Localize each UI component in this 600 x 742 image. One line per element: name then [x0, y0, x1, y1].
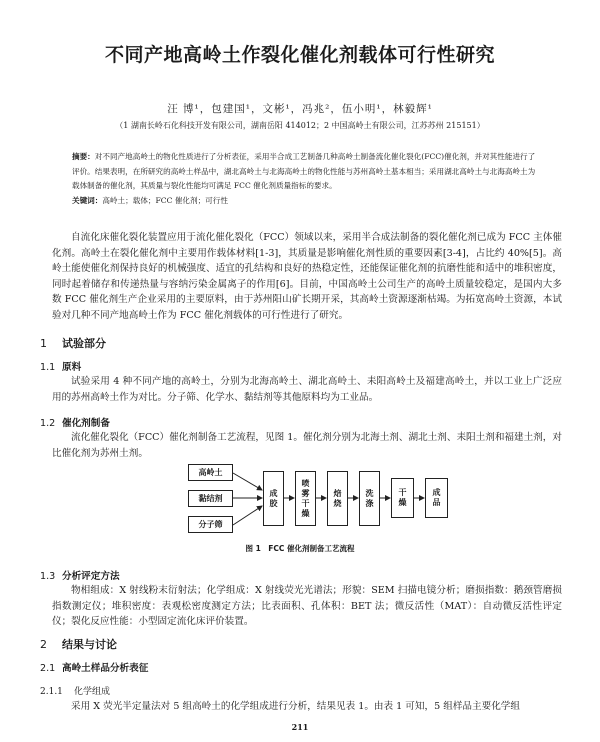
section-1-3-heading — [40, 568, 120, 582]
paper-title: 不同产地高岭土作裂化催化剂载体可行性研究 — [104, 44, 495, 66]
page-number: 211 — [291, 722, 309, 732]
flow-input-binder: 黏结剂 — [188, 490, 233, 507]
paragraph-1-3: 物相组成：X 射线粉末衍射法；化学组成：X 射线荧光光谱法；形貌：SEM 扫描电镜分析；磨损指数：鹅颈管磨损指数测定仪；堆积密度：表观松密度测定方法；比表面积、孔体积：BET 法；微反活性（MAT）：自动微反活性评定仪；裂化反应性能：小型固定流化床评价装置。 — [52, 585, 562, 627]
affiliation: （1 湖南长岭石化科技开发有限公司，湖南岳阳 414012；2 中国高岭土有限公司，江苏苏州 215151） — [115, 121, 485, 130]
abstract-label: 摘要： — [72, 152, 95, 161]
figure-caption: 图 1 FCC 催化剂制备工艺流程 — [245, 544, 355, 553]
section-number: 1 — [40, 337, 47, 350]
intro-paragraph: 自流化床催化裂化装置应用于流化催化裂化（FCC）领域以来，采用半合成法制备的裂化催化剂已成为 FCC 主体催化剂。高岭土在裂化催化剂中主要用作载体材料[1-3]，其质量是影响催化剂性质的重要因素[3-4]，占比约 40%[5]。高岭土能使催化剂保持良好的机械强度、适宜的孔结构和良好的热稳定性，还能保证催化剂的抗磨性能和适中的堆积密度，同时起着储存和传递热量与容纳污染金属离子的作用[6]。目前，中国高岭土公司生产的高岭土质量较稳定，是国内大多数 FCC 催化剂生产企业采用的主要原料，由于苏州阳山矿长期开采，其高岭土资源逐渐枯竭。为拓宽高岭土资源，本试验对几种不同产地高岭土作为 FCC 催化剂载体的可行性进行了研究。 — [52, 232, 562, 321]
section-title: 结果与讨论 — [62, 638, 117, 651]
section-number: 1.1 — [40, 362, 56, 373]
section-title: 催化剂制备 — [62, 418, 110, 429]
section-number: 2 — [40, 638, 47, 651]
section-2-1-1-heading — [40, 684, 110, 697]
flow-input-kaolin: 高岭土 — [188, 464, 233, 481]
flow-step-drying: 干燥 — [391, 478, 414, 518]
section-title: 高岭土样品分析表征 — [62, 663, 149, 674]
arrow — [233, 473, 262, 490]
section-number: 1.2 — [40, 418, 56, 429]
flow-step-gelation: 成胶 — [263, 471, 284, 526]
section-2-heading — [40, 636, 117, 652]
author-list: 汪 博¹，包建国¹，文彬¹，冯兆²，伍小明¹，林毅辉¹ — [167, 103, 433, 115]
flow-step-calcination: 焙烧 — [327, 471, 348, 526]
flow-step-product: 成品 — [425, 478, 448, 518]
paragraph-1-2: 流化催化裂化（FCC）催化剂制备工艺流程，见图 1。催化剂分别为北海土剂、湖北土剂、耒阳土剂和福建土剂，对比催化剂为苏州土剂。 — [52, 432, 562, 459]
section-2-1-heading — [40, 660, 148, 674]
flow-input-molecular-sieve: 分子筛 — [188, 516, 233, 533]
section-number: 2.1.1 — [40, 687, 63, 697]
section-title: 原料 — [62, 362, 82, 373]
flow-step-spray-drying: 喷雾干燥 — [295, 471, 316, 526]
section-title: 分析评定方法 — [62, 571, 120, 582]
keywords-text: 高岭土；载体；FCC 催化剂；可行性 — [102, 195, 228, 205]
flow-step-washing: 洗涤 — [359, 471, 380, 526]
section-number: 2.1 — [40, 663, 56, 674]
section-title: 化学组成 — [74, 687, 111, 697]
keywords-label: 关键词： — [72, 195, 103, 205]
arrow — [233, 506, 262, 525]
section-number: 1.3 — [40, 571, 56, 582]
paragraph-2-1-1: 采用 X 荧光半定量法对 5 组高岭土的化学组成进行分析，结果见表 1。由表 1 可知，5 组样品主要化学组 — [71, 701, 520, 712]
section-title: 试验部分 — [62, 337, 106, 350]
abstract-text: 对不同产地高岭土的物化性质进行了分析表征，采用半合成工艺制备几种高岭土制备流化催化裂化(FCC)催化剂，并对其性能进行了评价。结果表明，在所研究的高岭土样品中，湖北高岭土与北海高岭土的物化性能与苏州高岭土基本相当；采用湖北高岭土与北海高岭土为载体制备的催化剂，其质量与裂化性能均可满足 FCC 催化剂质量指标的要求。 — [72, 152, 536, 190]
paragraph-1-1: 试验采用 4 种不同产地的高岭土，分别为北海高岭土、湖北高岭土、耒阳高岭土及福建高岭土，并以工业上广泛应用的苏州高岭土作为对比。分子筛、化学水、黏结剂等其他原料均为工业品。 — [52, 376, 562, 403]
